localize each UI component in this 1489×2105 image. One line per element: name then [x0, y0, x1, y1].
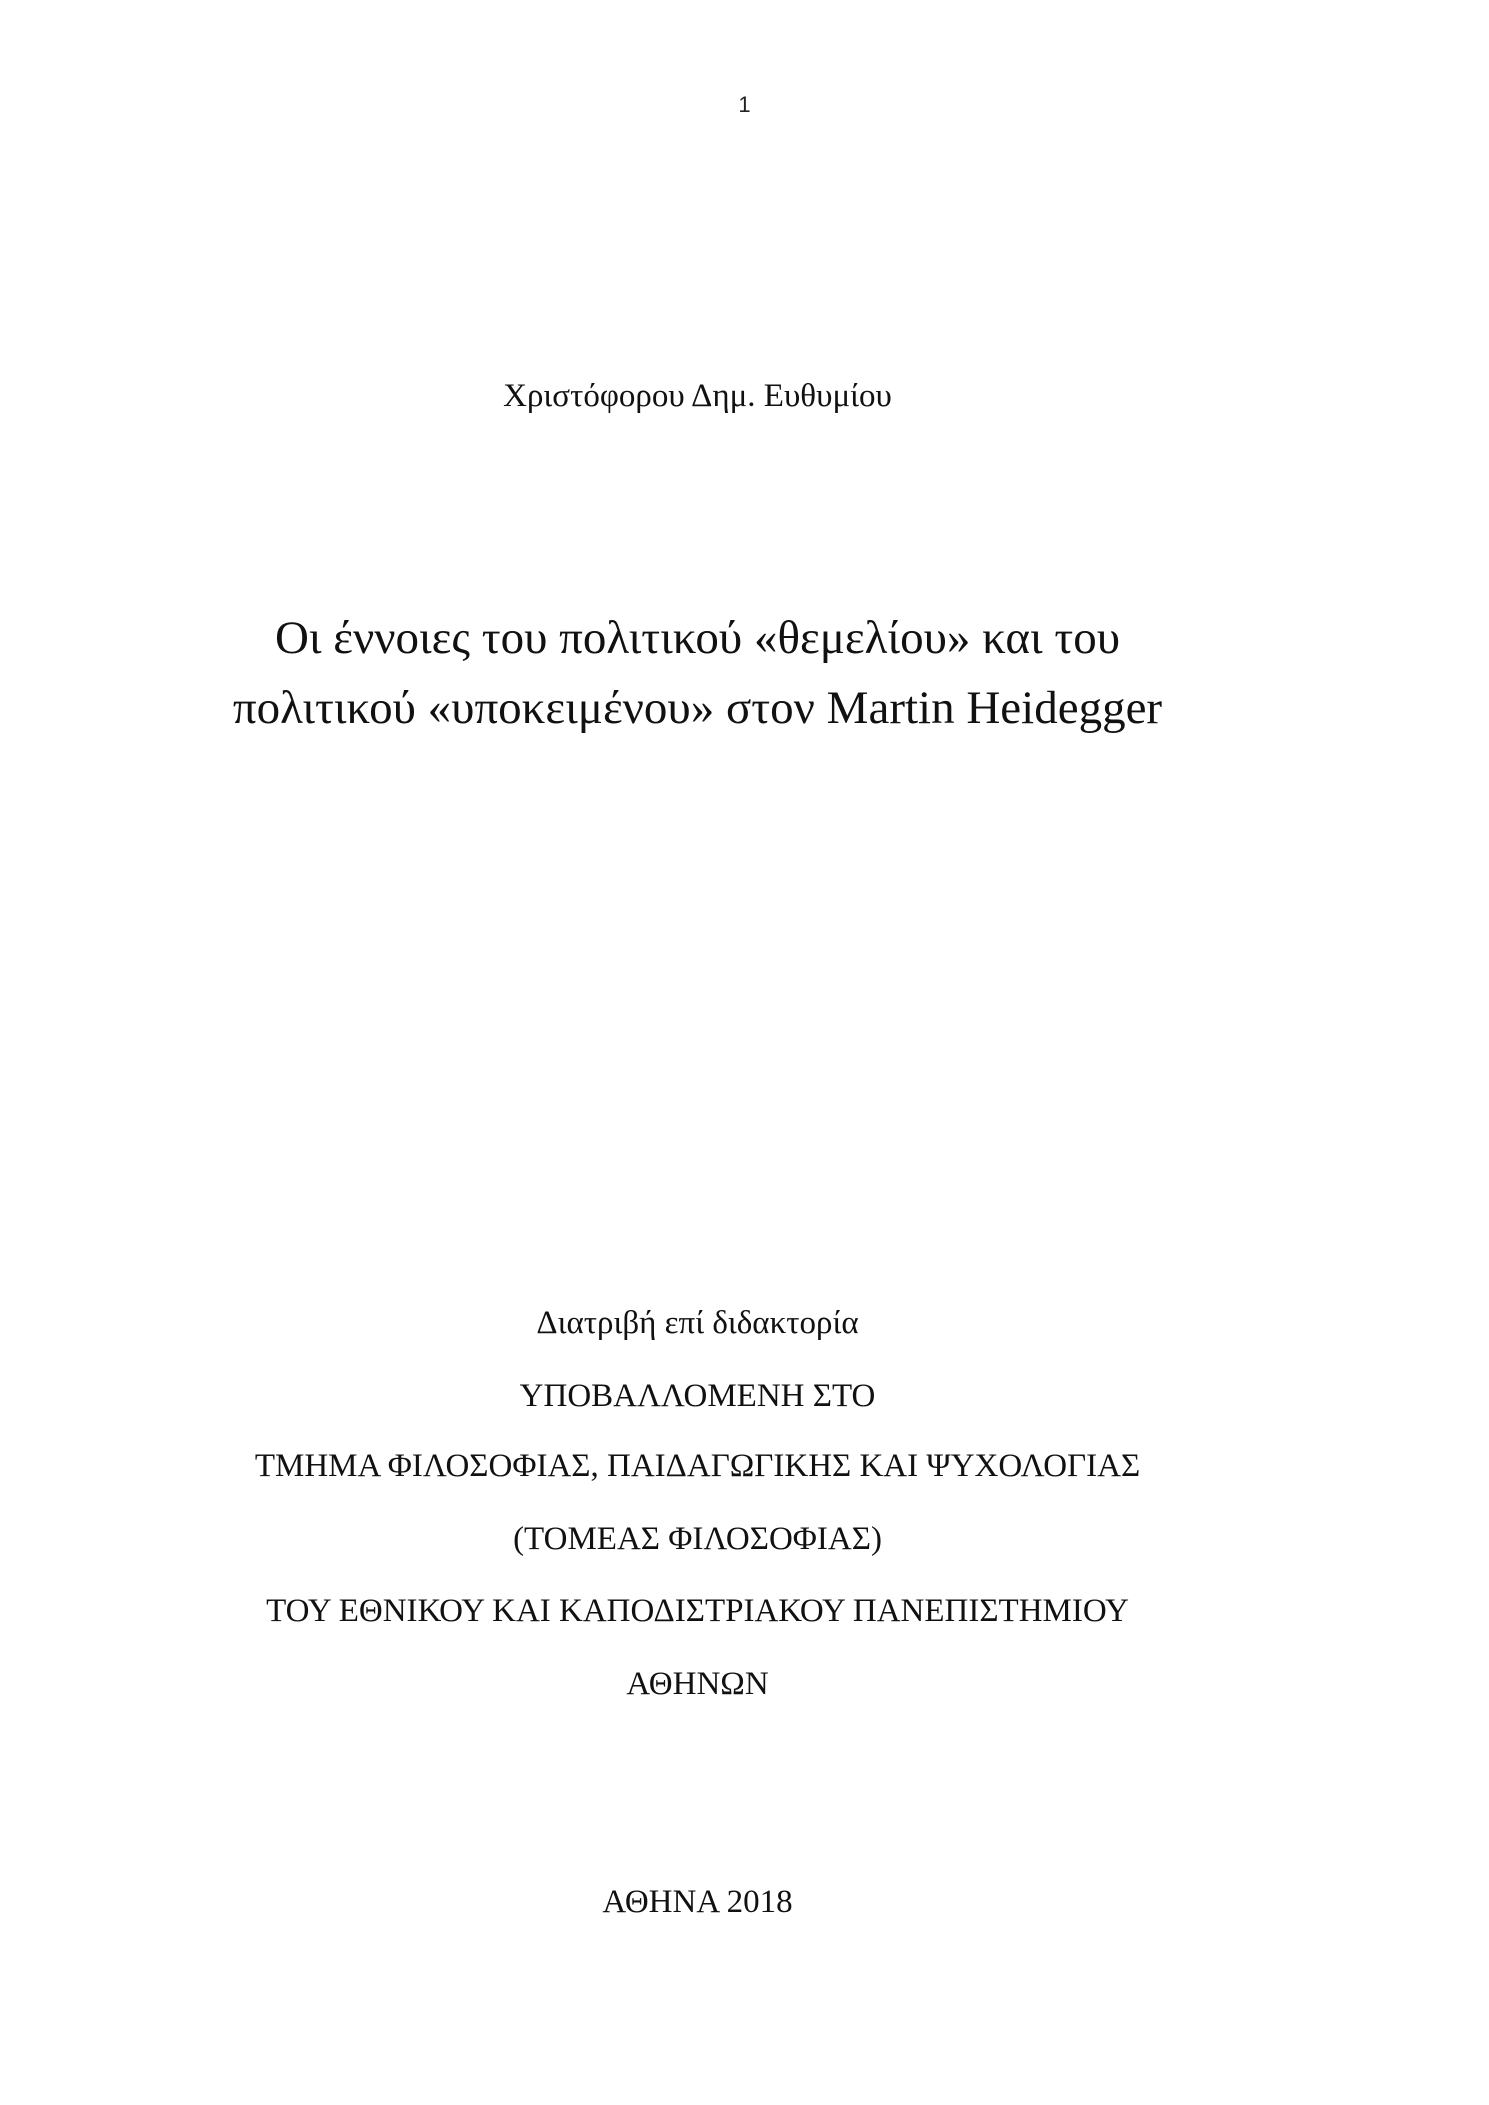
institution-line-2: ΤΜΗΜΑ ΦΙΛΟΣΟΦΙΑΣ, ΠΑΙΔΑΓΩΓΙΚΗΣ ΚΑΙ ΨΥΧΟΛΟΓΙΑΣ	[254, 1448, 1141, 1484]
thesis-title-line-1: Οι έννοιες του πολιτικού «θεμελίου» και του	[274, 612, 1121, 664]
institution-line-3: (ΤΟΜΕΑΣ ΦΙΛΟΣΟΦΙΑΣ)	[513, 1521, 882, 1557]
page-number: 1	[738, 92, 751, 117]
dissertation-label: Διατριβή επί διδακτορία	[536, 1305, 859, 1341]
place-and-year: ΑΘΗΝΑ 2018	[602, 1884, 793, 1920]
institution-line-5: ΑΘΗΝΩΝ	[626, 1666, 769, 1702]
thesis-title	[0, 603, 1395, 743]
institution-line-1: ΥΠΟΒΑΛΛΟΜΕΝΗ ΣΤΟ	[519, 1378, 876, 1414]
author-name: Χριστόφορου Δημ. Ευθυμίου	[503, 378, 892, 414]
thesis-title-line-2: πολιτικού «υποκειμένου» στον Martin Heidegger	[232, 682, 1163, 734]
institution-line-4: ΤΟΥ ΕΘΝΙΚΟΥ ΚΑΙ ΚΑΠΟΔΙΣΤΡΙΑΚΟΥ ΠΑΝΕΠΙΣΤΗΜΙΟΥ	[266, 1593, 1129, 1629]
